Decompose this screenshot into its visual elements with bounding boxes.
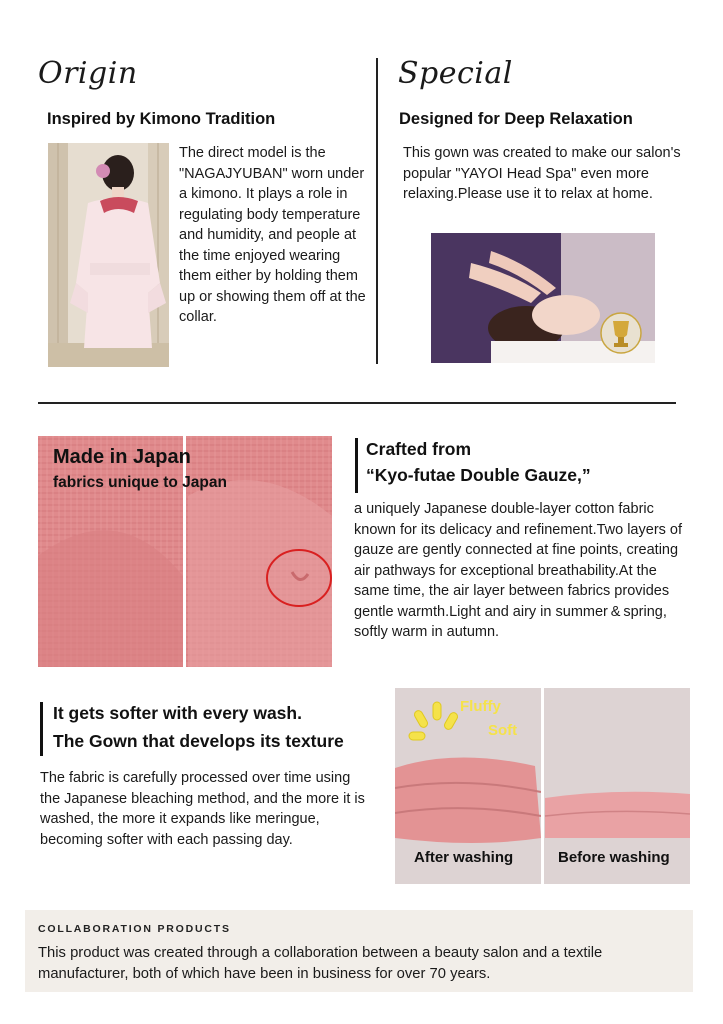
origin-script-title: Origin	[38, 56, 138, 91]
fluffy-label: Fluffy	[460, 698, 501, 715]
collaboration-text: This product was created through a collaboration between a beauty salon and a textile manufacturer, both of which have been in business for over 70 years.	[38, 945, 603, 982]
special-heading: Designed for Deep Relaxation	[399, 110, 633, 128]
trophy-icon	[601, 313, 641, 353]
kimono-woman-illustration	[48, 143, 169, 367]
crafted-accent-bar	[355, 438, 358, 493]
made-in-japan-title: Made in Japan	[53, 446, 191, 468]
head-spa-illustration	[431, 233, 655, 363]
softer-accent-bar	[40, 702, 43, 756]
softer-heading-line2: The Gown that develops its texture	[53, 731, 344, 751]
kimono-photo	[48, 143, 169, 367]
wash-photo-split	[541, 688, 544, 884]
horizontal-divider	[38, 402, 676, 404]
before-washing-label: Before washing	[558, 849, 670, 866]
softer-heading-line1: It gets softer with every wash.	[53, 703, 302, 723]
crafted-heading-line1: Crafted from	[366, 439, 472, 459]
crafted-heading-line2: “Kyo-futae Double Gauze,”	[366, 465, 591, 485]
soft-label: Soft	[488, 722, 518, 739]
special-script-title: Special	[398, 56, 513, 91]
special-paragraph: This gown was created to make our salon's popular "YAYOI Head Spa" even more relaxing.Please use it to relax at home.	[403, 145, 681, 202]
origin-heading: Inspired by Kimono Tradition	[47, 110, 276, 128]
softer-paragraph: The fabric is carefully processed over time using the Japanese bleaching method, and the more it is washed, the more it expands like meringue, becoming softer with each passing day.	[40, 770, 365, 848]
after-washing-label: After washing	[414, 849, 514, 866]
crafted-paragraph: a uniquely Japanese double-layer cotton fabric known for its delicacy and refinement.Two layers of gauze are gently connected at fine points, creating air pathways for exceptional breathability.At the same time, the air layer between fabrics provides gentle warmth.Light and airy in summer & spring, softly warm in autumn.	[354, 501, 683, 640]
collaboration-label: COLLABORATION PRODUCTS	[38, 923, 231, 935]
head-spa-photo	[431, 233, 655, 363]
made-in-japan-subtitle: fabrics unique to Japan	[53, 474, 227, 491]
vertical-divider	[376, 58, 378, 364]
origin-paragraph: The direct model is the "NAGAJYUBAN" worn under a kimono. It plays a role in regulating body temperature and humidity, and people at the time enjoyed wearing them either by holding them up or showing them off at the collar.	[179, 145, 366, 325]
fabric-photo-split	[183, 436, 186, 667]
